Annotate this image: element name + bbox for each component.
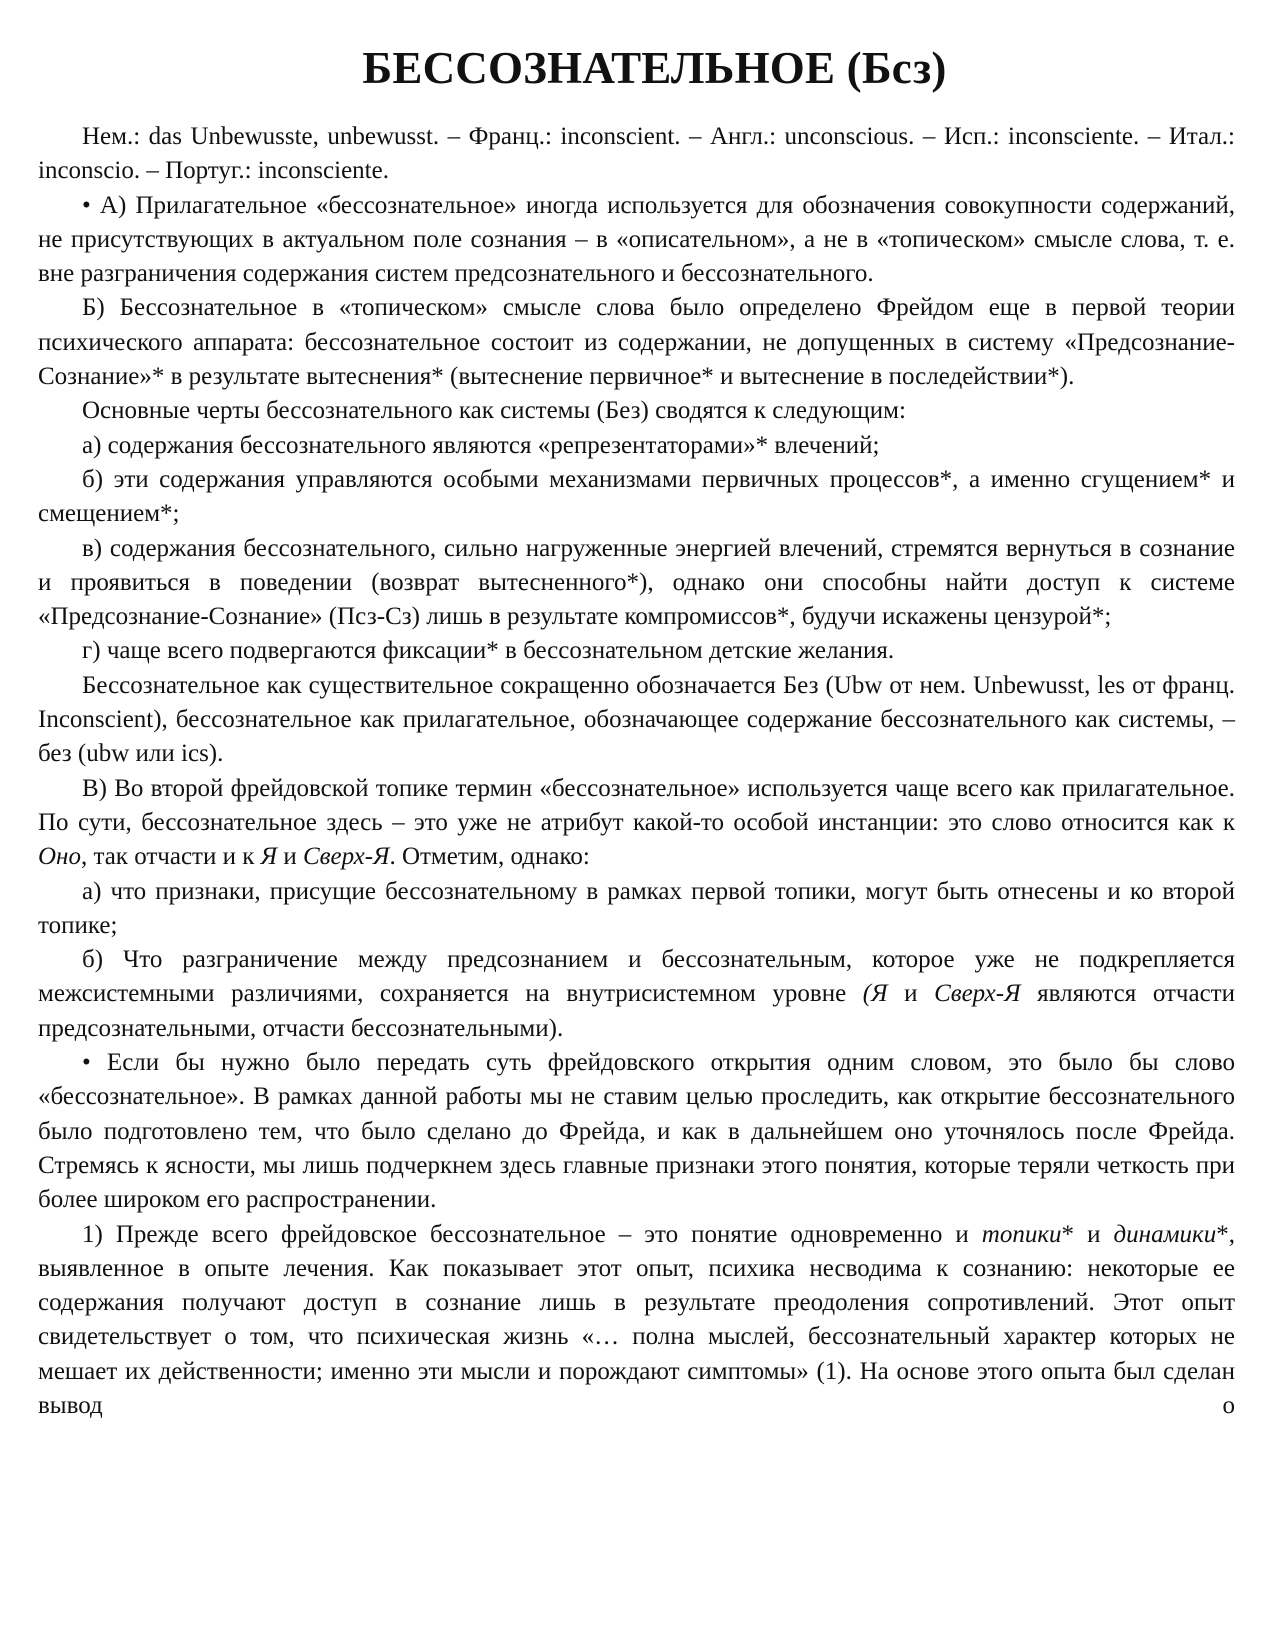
paragraph xyxy=(38,463,1235,532)
paragraph xyxy=(38,1218,1235,1424)
italic-text: Сверх-Я xyxy=(302,843,390,871)
text-run: б) эти содержания управляются особыми механизмами первичных процессов*, а именно сгущением* и смещением*; xyxy=(38,465,1235,528)
text-run: являются отчасти предсознательными, отчасти бессознательными). xyxy=(38,980,1235,1042)
text-run: а) содержания бессознательного являются «репрезентаторами»* влечений; xyxy=(82,431,880,459)
paragraph xyxy=(38,1046,1235,1217)
italic-text: (Я xyxy=(862,980,888,1008)
text-run: В) Во второй фрейдовской топике термин «бессознательное» используется чаще всего как прилагательное. По сути, бессознательное здесь – это уже не атрибут какой-то особой инстанции: это слово относится как к xyxy=(38,774,1235,836)
paragraph xyxy=(38,429,1235,463)
text-run: , так отчасти и к xyxy=(80,843,261,871)
italic-text: Я xyxy=(260,843,278,871)
italic-text: топики xyxy=(981,1220,1062,1248)
paragraph xyxy=(38,669,1235,772)
document-page xyxy=(38,0,1235,1423)
text-run: г) чаще всего подвергаются фиксации* в бессознательном детские желания. xyxy=(82,637,895,665)
text-run: и xyxy=(887,980,935,1008)
text-run: • А) Прилагательное «бессознательное» иногда используется для обозначения совокупности содержаний, не присутствующих в актуальном поле сознания – в «описательном», а не в «топическом» смысле слова, т. е. вне разграничения содержания систем предсознательного и бессознательного. xyxy=(38,191,1235,288)
text-run: б) Что разграничение между предсознанием и бессознательным, которое уже не подкрепляется межсистемными различиями, сохраняется на внутрисистемном уровне xyxy=(38,946,1235,1008)
paragraph xyxy=(38,943,1235,1046)
text-run: Бессознательное как существительное сокращенно обозначается Без (Ubw от нем. Unbewusst, les от франц. Inconscient), бессознательное как прилагательное, обозначающее содержание бессознательного как системы, – без (ubw или ics). xyxy=(38,671,1235,768)
paragraph xyxy=(38,120,1235,189)
paragraph xyxy=(38,875,1235,944)
text-run: Б) Бессознательное в «топическом» смысле слова было определено Фрейдом еще в первой теории психического аппарата: бессознательное состоит из содержании, не допущенных в систему «Предсознание-Сознание»* в результате вытеснения* (вытеснение первичное* и вытеснение в последействии*). xyxy=(38,294,1235,391)
document-body xyxy=(38,120,1235,1423)
text-run: Нем.: das Unbewusste, unbewusst. – Франц.: inconscient. – Англ.: unconscious. – Исп.: inconsciente. – Итал.: inconscio. – Португ.: inconsciente. xyxy=(38,123,1235,185)
paragraph xyxy=(38,772,1235,875)
italic-text: Сверх-Я xyxy=(934,980,1021,1008)
paragraph xyxy=(38,532,1235,635)
paragraph xyxy=(38,291,1235,394)
document-title: БЕССОЗНАТЕЛЬНОЕ (Бсз) xyxy=(362,43,947,93)
italic-text: Оно xyxy=(38,843,81,871)
text-run: а) что признаки, присущие бессознательному в рамках первой топики, могут быть отнесены и ко второй топике; xyxy=(38,877,1235,939)
text-run: 1) Прежде всего фрейдовское бессознательное – это понятие одновременно и xyxy=(82,1220,982,1248)
paragraph xyxy=(38,189,1235,292)
italic-text: динамики xyxy=(1113,1220,1217,1248)
paragraph xyxy=(38,394,1235,428)
text-run: • Если бы нужно было передать суть фрейдовского открытия одним словом, это было бы слово «бессознательное». В рамках данной работы мы не ставим целью проследить, как открытие бессознательного было подготовлено тем, что было сделано до Фрейда, и как в дальнейшем оно уточнялось после Фрейда. Стремясь к ясности, мы лишь подчеркнем здесь главные признаки этого понятия, которые теряли четкость при более широком его распространении. xyxy=(38,1049,1235,1214)
text-run: Основные черты бессознательного как системы (Без) сводятся к следующим: xyxy=(82,397,906,425)
text-run: и xyxy=(277,843,303,871)
text-run: *, выявленное в опыте лечения. Как показывает этот опыт, психика несводима к сознанию: некоторые ее содержания получают доступ в сознание лишь в результате преодоления сопротивлений. Этот опыт свидетельствует о том, что психическая жизнь «… полна мыслей, бессознательный характер которых не мешает их действенности; именно эти мысли и порождают симптомы» (1). На основе этого опыта был сделан вывод о xyxy=(38,1220,1235,1419)
text-run: * и xyxy=(1061,1220,1114,1248)
paragraph xyxy=(38,634,1235,668)
text-run: в) содержания бессознательного, сильно нагруженные энергией влечений, стремятся вернуться в сознание и проявиться в поведении (возврат вытесненного*), однако они способны найти доступ к системе «Предсознание-Сознание» (Псз-Сз) лишь в результате компромиссов*, будучи искажены цензурой*; xyxy=(38,534,1235,631)
text-run: . Отметим, однако: xyxy=(389,843,590,871)
